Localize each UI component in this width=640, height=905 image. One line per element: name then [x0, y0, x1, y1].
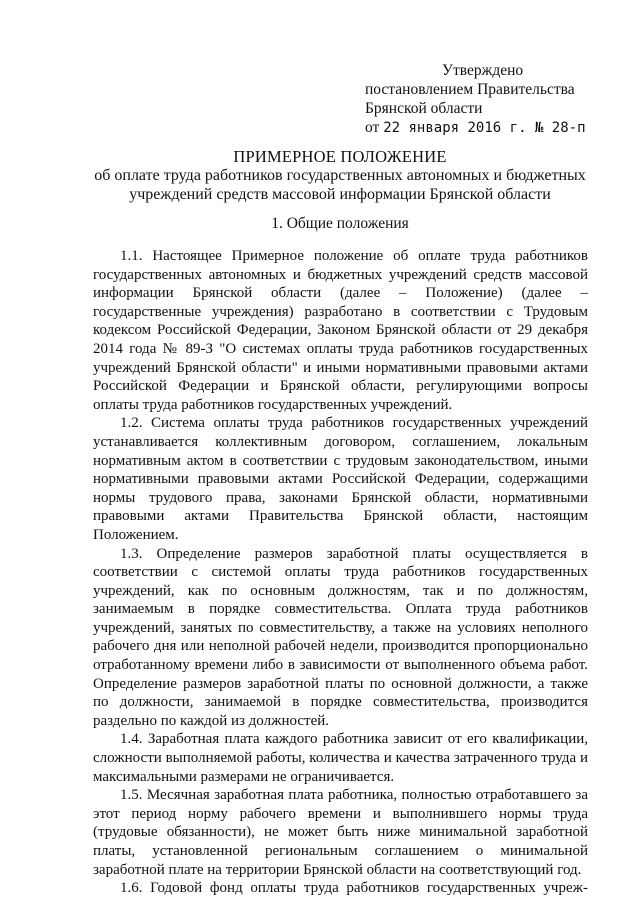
paragraph-1-4: 1.4. Заработная плата каждого работника зависит от его квалификации, сложности выполняемой работы, количества и качества затраченного труда и максимальными размерами не ограничивается.: [93, 731, 588, 785]
paragraph-1-6: 1.6. Годовой фонд оплаты труда работников государственных учреж-: [120, 880, 588, 897]
approval-date-typed: 22 января 2016 г. № 28-п: [383, 120, 586, 136]
section-heading: 1. Общие положения: [271, 215, 409, 232]
document-title: [60, 147, 620, 204]
approval-line-approved: Утверждено: [442, 62, 524, 79]
approval-line-region: Брянской области: [365, 100, 483, 117]
paragraph-1-2: 1.2. Система оплаты труда работников государственных учреждений устанавливается коллективным договором, соглашением, локальным нормативным актом в соответствии с трудовым законодательством, иными нормативными правовыми актами Российской Федерации, содержащими нормы трудового права, законами Брянской области, нормативными правовыми актами Правительства Брянской области, настоящим Положением.: [93, 415, 588, 543]
paragraph-1-3: 1.3. Определение размеров заработной платы осуществляется в соответствии с системой оплаты труда работников государственных учреждений, как по основным должностям, так и по должностям, занимаемым в порядке совместительства. Оплата труда работников учреждений, занятых по совместительству, а также на условиях неполного рабочего дня или неполной рабочей недели, производится пропорционально отработанному времени либо в зависимости от выполненного объема работ. Определение размеров заработной платы по основной должности, а также по должности, занимаемой в порядке совместительства, производится раздельно по каждой из должностей.: [93, 545, 588, 729]
approval-date-prefix: от: [365, 119, 380, 136]
paragraph-1-1: 1.1. Настоящее Примерное положение об оплате труда работников государственных автономных и бюджетных учреждений средств массовой информации Брянской области (далее – Положение) (далее –государственные учреждения) разработано в соответствии с Трудовым кодексом Российской Федерации, Законом Брянской области от 29 декабря 2014 года № 89-З "О системах оплаты труда работников государственных учреждений Брянской области" и иными нормативными правовыми актами Российской Федерации и Брянской области, регулирующими вопросы оплаты труда работников государственных учреждений.: [93, 248, 588, 413]
approval-line-resolution: постановлением Правительства: [365, 81, 575, 98]
approval-block: [365, 61, 625, 138]
document-title-main: ПРИМЕРНОЕ ПОЛОЖЕНИЕ: [233, 147, 447, 166]
paragraph-1-5: 1.5. Месячная заработная плата работника, полностью отработавшего за этот период норму рабочего времени и выполнившего нормы труда (трудовые обязанности), не может быть ниже минимальной заработной платы, установленной региональным соглашением о минимальной заработной плате на территории Брянской области на соответствующий год.: [93, 787, 588, 878]
document-body: [93, 247, 588, 898]
approval-date-line: [365, 118, 625, 138]
document-title-sub: об оплате труда работников государственных автономных и бюджетных учреждений средств массовой информации Брянской области: [94, 167, 586, 203]
